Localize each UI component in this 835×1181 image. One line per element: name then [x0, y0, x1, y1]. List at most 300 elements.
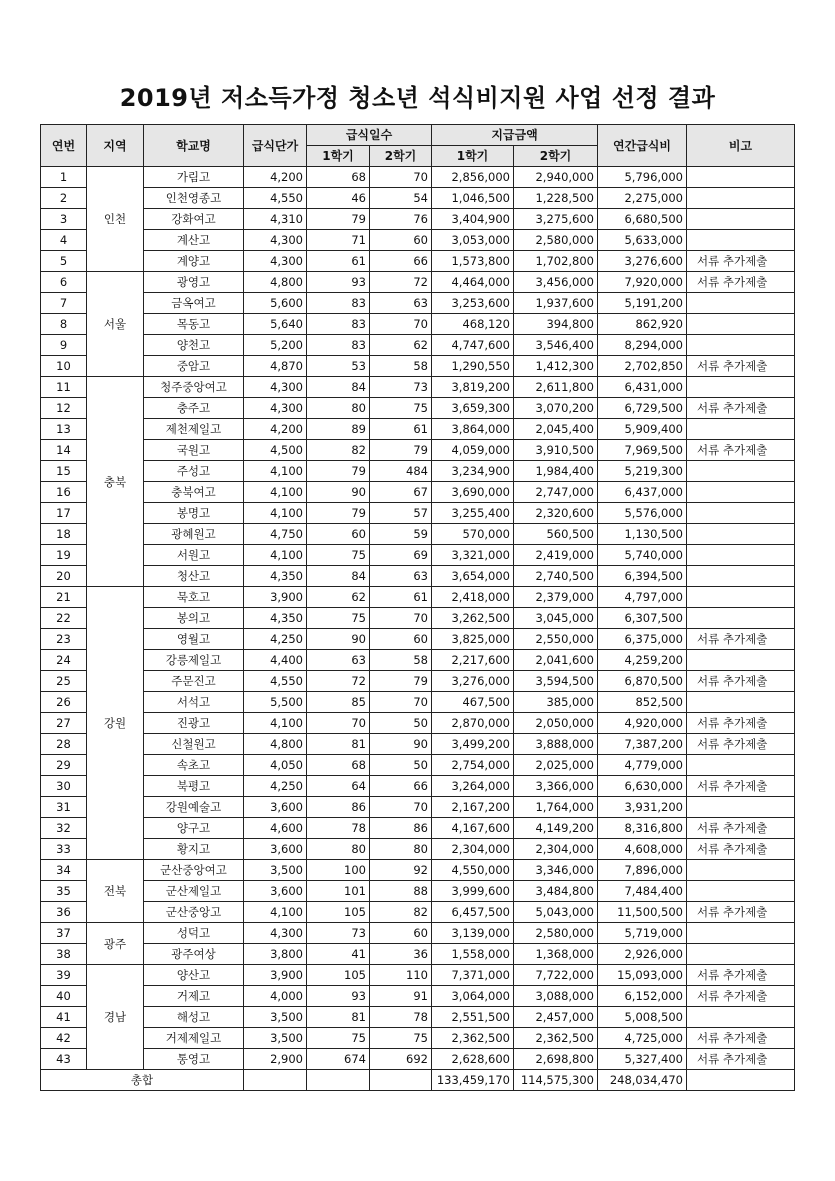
days-sem2: 79 — [370, 440, 432, 461]
days-sem2: 82 — [370, 902, 432, 923]
school-name: 계양고 — [144, 251, 244, 272]
row-number: 41 — [41, 1007, 87, 1028]
table-row — [41, 314, 795, 335]
table-row — [41, 671, 795, 692]
note — [687, 503, 795, 524]
table-body — [41, 167, 795, 1070]
row-number: 15 — [41, 461, 87, 482]
amount-sem1: 7,371,000 — [432, 965, 514, 986]
unit-price: 4,200 — [244, 167, 307, 188]
amount-sem1: 3,999,600 — [432, 881, 514, 902]
amount-sem1: 3,864,000 — [432, 419, 514, 440]
total-row — [41, 1070, 795, 1091]
school-name: 양천고 — [144, 335, 244, 356]
row-number: 36 — [41, 902, 87, 923]
days-sem2: 692 — [370, 1049, 432, 1070]
unit-price: 3,900 — [244, 587, 307, 608]
annual-total: 5,740,000 — [598, 545, 687, 566]
annual-total: 6,307,500 — [598, 608, 687, 629]
region-cell: 인천 — [87, 167, 144, 272]
row-number: 4 — [41, 230, 87, 251]
school-name: 북평고 — [144, 776, 244, 797]
days-sem1: 68 — [307, 755, 370, 776]
note — [687, 650, 795, 671]
annual-total: 5,796,000 — [598, 167, 687, 188]
table-row — [41, 1028, 795, 1049]
school-name: 금옥여고 — [144, 293, 244, 314]
annual-total: 862,920 — [598, 314, 687, 335]
days-sem2: 67 — [370, 482, 432, 503]
note: 서류 추가제출 — [687, 965, 795, 986]
days-sem2: 70 — [370, 692, 432, 713]
days-sem2: 58 — [370, 356, 432, 377]
unit-price: 4,300 — [244, 398, 307, 419]
days-sem2: 72 — [370, 272, 432, 293]
days-sem1: 75 — [307, 1028, 370, 1049]
table-row — [41, 734, 795, 755]
row-number: 13 — [41, 419, 87, 440]
amount-sem2: 1,412,300 — [514, 356, 598, 377]
school-name: 강화여고 — [144, 209, 244, 230]
amount-sem2: 1,228,500 — [514, 188, 598, 209]
row-number: 40 — [41, 986, 87, 1007]
unit-price: 4,050 — [244, 755, 307, 776]
amount-sem1: 2,856,000 — [432, 167, 514, 188]
days-sem1: 70 — [307, 713, 370, 734]
annual-total: 5,909,400 — [598, 419, 687, 440]
total-label: 총합 — [41, 1070, 244, 1091]
annual-total: 7,896,000 — [598, 860, 687, 881]
annual-total: 1,130,500 — [598, 524, 687, 545]
days-sem1: 79 — [307, 461, 370, 482]
row-number: 34 — [41, 860, 87, 881]
annual-total: 4,725,000 — [598, 1028, 687, 1049]
annual-total: 2,702,850 — [598, 356, 687, 377]
unit-price: 4,250 — [244, 629, 307, 650]
table-row — [41, 629, 795, 650]
header-region: 지역 — [87, 125, 144, 167]
days-sem2: 59 — [370, 524, 432, 545]
header-days: 급식일수 — [307, 125, 432, 146]
amount-sem2: 3,275,600 — [514, 209, 598, 230]
amount-sem2: 1,764,000 — [514, 797, 598, 818]
annual-total: 5,633,000 — [598, 230, 687, 251]
amount-sem1: 3,659,300 — [432, 398, 514, 419]
days-sem2: 75 — [370, 398, 432, 419]
days-sem2: 60 — [370, 230, 432, 251]
school-name: 성덕고 — [144, 923, 244, 944]
school-name: 서원고 — [144, 545, 244, 566]
school-name: 강릉제일고 — [144, 650, 244, 671]
header-school: 학교명 — [144, 125, 244, 167]
unit-price: 4,500 — [244, 440, 307, 461]
row-number: 17 — [41, 503, 87, 524]
row-number: 26 — [41, 692, 87, 713]
days-sem2: 54 — [370, 188, 432, 209]
days-sem1: 79 — [307, 503, 370, 524]
amount-sem1: 1,558,000 — [432, 944, 514, 965]
days-sem1: 71 — [307, 230, 370, 251]
unit-price: 4,350 — [244, 566, 307, 587]
row-number: 24 — [41, 650, 87, 671]
table-row — [41, 524, 795, 545]
table-row — [41, 839, 795, 860]
region-cell: 충북 — [87, 377, 144, 587]
amount-sem1: 3,064,000 — [432, 986, 514, 1007]
amount-sem1: 4,747,600 — [432, 335, 514, 356]
days-sem1: 81 — [307, 1007, 370, 1028]
row-number: 20 — [41, 566, 87, 587]
table-row — [41, 566, 795, 587]
amount-sem2: 3,456,000 — [514, 272, 598, 293]
annual-total: 3,931,200 — [598, 797, 687, 818]
amount-sem2: 2,320,600 — [514, 503, 598, 524]
days-sem1: 83 — [307, 335, 370, 356]
school-name: 영월고 — [144, 629, 244, 650]
annual-total: 6,870,500 — [598, 671, 687, 692]
days-sem1: 100 — [307, 860, 370, 881]
amount-sem2: 2,379,000 — [514, 587, 598, 608]
school-name: 인천영종고 — [144, 188, 244, 209]
annual-total: 4,779,000 — [598, 755, 687, 776]
amount-sem1: 3,234,900 — [432, 461, 514, 482]
row-number: 3 — [41, 209, 87, 230]
school-name: 양산고 — [144, 965, 244, 986]
school-name: 광영고 — [144, 272, 244, 293]
annual-total: 6,394,500 — [598, 566, 687, 587]
annual-total: 15,093,000 — [598, 965, 687, 986]
days-sem2: 61 — [370, 419, 432, 440]
days-sem1: 86 — [307, 797, 370, 818]
region-cell: 전북 — [87, 860, 144, 923]
school-name: 봉명고 — [144, 503, 244, 524]
school-name: 목동고 — [144, 314, 244, 335]
note: 서류 추가제출 — [687, 251, 795, 272]
days-sem1: 84 — [307, 377, 370, 398]
amount-sem1: 3,255,400 — [432, 503, 514, 524]
row-number: 42 — [41, 1028, 87, 1049]
unit-price: 5,500 — [244, 692, 307, 713]
row-number: 30 — [41, 776, 87, 797]
row-number: 22 — [41, 608, 87, 629]
school-name: 봉의고 — [144, 608, 244, 629]
amount-sem2: 3,484,800 — [514, 881, 598, 902]
row-number: 38 — [41, 944, 87, 965]
unit-price: 4,800 — [244, 734, 307, 755]
annual-total: 6,680,500 — [598, 209, 687, 230]
days-sem1: 75 — [307, 608, 370, 629]
amount-sem2: 2,698,800 — [514, 1049, 598, 1070]
amount-sem1: 3,690,000 — [432, 482, 514, 503]
amount-sem2: 2,304,000 — [514, 839, 598, 860]
annual-total: 5,008,500 — [598, 1007, 687, 1028]
school-name: 진광고 — [144, 713, 244, 734]
note — [687, 482, 795, 503]
row-number: 16 — [41, 482, 87, 503]
school-name: 충주고 — [144, 398, 244, 419]
note — [687, 944, 795, 965]
table-row — [41, 818, 795, 839]
annual-total: 2,275,000 — [598, 188, 687, 209]
days-sem2: 66 — [370, 251, 432, 272]
note — [687, 377, 795, 398]
note — [687, 923, 795, 944]
unit-price: 4,310 — [244, 209, 307, 230]
unit-price: 5,640 — [244, 314, 307, 335]
days-sem1: 73 — [307, 923, 370, 944]
results-table — [40, 124, 795, 1091]
days-sem1: 78 — [307, 818, 370, 839]
school-name: 속초고 — [144, 755, 244, 776]
days-sem1: 46 — [307, 188, 370, 209]
annual-total: 852,500 — [598, 692, 687, 713]
header-amount: 지급금액 — [432, 125, 598, 146]
page-title: 2019년 저소득가정 청소년 석식비지원 사업 선정 결과 — [119, 84, 716, 112]
amount-sem1: 2,628,600 — [432, 1049, 514, 1070]
school-name: 가림고 — [144, 167, 244, 188]
row-number: 8 — [41, 314, 87, 335]
table-row — [41, 419, 795, 440]
days-sem2: 484 — [370, 461, 432, 482]
row-number: 35 — [41, 881, 87, 902]
amount-sem1: 3,262,500 — [432, 608, 514, 629]
school-name: 중암고 — [144, 356, 244, 377]
total-annual: 248,034,470 — [598, 1070, 687, 1091]
row-number: 21 — [41, 587, 87, 608]
note — [687, 293, 795, 314]
amount-sem2: 5,043,000 — [514, 902, 598, 923]
school-name: 주성고 — [144, 461, 244, 482]
unit-price: 4,400 — [244, 650, 307, 671]
header-days-sem1: 1학기 — [307, 146, 370, 167]
amount-sem2: 2,045,400 — [514, 419, 598, 440]
amount-sem1: 468,120 — [432, 314, 514, 335]
amount-sem2: 2,580,000 — [514, 230, 598, 251]
row-number: 19 — [41, 545, 87, 566]
note — [687, 797, 795, 818]
note: 서류 추가제출 — [687, 986, 795, 1007]
amount-sem1: 3,253,600 — [432, 293, 514, 314]
school-name: 거제제일고 — [144, 1028, 244, 1049]
table-row — [41, 860, 795, 881]
table-row — [41, 440, 795, 461]
annual-total: 4,608,000 — [598, 839, 687, 860]
unit-price: 4,600 — [244, 818, 307, 839]
amount-sem2: 3,366,000 — [514, 776, 598, 797]
unit-price: 4,550 — [244, 188, 307, 209]
header-annual: 연간급식비 — [598, 125, 687, 167]
amount-sem1: 3,404,900 — [432, 209, 514, 230]
amount-sem1: 2,551,500 — [432, 1007, 514, 1028]
table-row — [41, 881, 795, 902]
amount-sem2: 3,346,000 — [514, 860, 598, 881]
amount-sem2: 385,000 — [514, 692, 598, 713]
annual-total: 5,719,000 — [598, 923, 687, 944]
note — [687, 188, 795, 209]
unit-price: 4,300 — [244, 251, 307, 272]
note: 서류 추가제출 — [687, 776, 795, 797]
days-sem2: 88 — [370, 881, 432, 902]
amount-sem2: 1,937,600 — [514, 293, 598, 314]
table-row — [41, 293, 795, 314]
note — [687, 692, 795, 713]
unit-price: 3,500 — [244, 1028, 307, 1049]
school-name: 광혜원고 — [144, 524, 244, 545]
days-sem2: 66 — [370, 776, 432, 797]
note: 서류 추가제출 — [687, 629, 795, 650]
annual-total: 5,327,400 — [598, 1049, 687, 1070]
school-name: 충북여고 — [144, 482, 244, 503]
amount-sem2: 3,546,400 — [514, 335, 598, 356]
amount-sem1: 3,825,000 — [432, 629, 514, 650]
note — [687, 1007, 795, 1028]
amount-sem2: 1,368,000 — [514, 944, 598, 965]
school-name: 주문진고 — [144, 671, 244, 692]
header-amount-sem2: 2학기 — [514, 146, 598, 167]
amount-sem2: 560,500 — [514, 524, 598, 545]
unit-price: 3,900 — [244, 965, 307, 986]
table-row — [41, 902, 795, 923]
amount-sem1: 6,457,500 — [432, 902, 514, 923]
annual-total: 6,729,500 — [598, 398, 687, 419]
amount-sem2: 2,419,000 — [514, 545, 598, 566]
table-row — [41, 209, 795, 230]
days-sem2: 70 — [370, 608, 432, 629]
unit-price: 4,100 — [244, 503, 307, 524]
row-number: 33 — [41, 839, 87, 860]
table-row — [41, 923, 795, 944]
unit-price: 3,600 — [244, 797, 307, 818]
amount-sem1: 1,046,500 — [432, 188, 514, 209]
school-name: 제천제일고 — [144, 419, 244, 440]
days-sem1: 90 — [307, 629, 370, 650]
annual-total: 6,437,000 — [598, 482, 687, 503]
days-sem1: 83 — [307, 314, 370, 335]
table-row — [41, 482, 795, 503]
note: 서류 추가제출 — [687, 272, 795, 293]
days-sem1: 41 — [307, 944, 370, 965]
days-sem2: 50 — [370, 755, 432, 776]
amount-sem2: 3,070,200 — [514, 398, 598, 419]
note — [687, 755, 795, 776]
row-number: 6 — [41, 272, 87, 293]
table-row — [41, 713, 795, 734]
school-name: 거제고 — [144, 986, 244, 1007]
days-sem2: 70 — [370, 314, 432, 335]
amount-sem1: 4,059,000 — [432, 440, 514, 461]
row-number: 28 — [41, 734, 87, 755]
note — [687, 545, 795, 566]
annual-total: 7,484,400 — [598, 881, 687, 902]
note: 서류 추가제출 — [687, 818, 795, 839]
annual-total: 6,152,000 — [598, 986, 687, 1007]
school-name: 계산고 — [144, 230, 244, 251]
table-row — [41, 986, 795, 1007]
region-cell: 경남 — [87, 965, 144, 1070]
days-sem2: 78 — [370, 1007, 432, 1028]
days-sem1: 53 — [307, 356, 370, 377]
annual-total: 7,920,000 — [598, 272, 687, 293]
unit-price: 4,350 — [244, 608, 307, 629]
amount-sem2: 3,045,000 — [514, 608, 598, 629]
days-sem1: 72 — [307, 671, 370, 692]
total-empty-cell — [687, 1070, 795, 1091]
annual-total: 3,276,600 — [598, 251, 687, 272]
row-number: 43 — [41, 1049, 87, 1070]
unit-price: 4,300 — [244, 230, 307, 251]
table-row — [41, 650, 795, 671]
amount-sem2: 1,702,800 — [514, 251, 598, 272]
amount-sem2: 1,984,400 — [514, 461, 598, 482]
table-row — [41, 1049, 795, 1070]
amount-sem1: 2,754,000 — [432, 755, 514, 776]
region-cell: 서울 — [87, 272, 144, 377]
days-sem1: 80 — [307, 398, 370, 419]
school-name: 군산중앙여고 — [144, 860, 244, 881]
amount-sem2: 2,747,000 — [514, 482, 598, 503]
unit-price: 4,300 — [244, 377, 307, 398]
table-row — [41, 335, 795, 356]
row-number: 10 — [41, 356, 87, 377]
amount-sem1: 3,499,200 — [432, 734, 514, 755]
days-sem2: 50 — [370, 713, 432, 734]
table-row — [41, 608, 795, 629]
note: 서류 추가제출 — [687, 713, 795, 734]
days-sem1: 89 — [307, 419, 370, 440]
school-name: 해성고 — [144, 1007, 244, 1028]
unit-price: 4,100 — [244, 902, 307, 923]
unit-price: 3,500 — [244, 1007, 307, 1028]
school-name: 군산중앙고 — [144, 902, 244, 923]
school-name: 신철원고 — [144, 734, 244, 755]
amount-sem2: 2,740,500 — [514, 566, 598, 587]
unit-price: 3,600 — [244, 881, 307, 902]
days-sem2: 61 — [370, 587, 432, 608]
total-empty-cell — [370, 1070, 432, 1091]
days-sem2: 75 — [370, 1028, 432, 1049]
days-sem2: 91 — [370, 986, 432, 1007]
amount-sem1: 2,362,500 — [432, 1028, 514, 1049]
school-name: 서석고 — [144, 692, 244, 713]
unit-price: 4,000 — [244, 986, 307, 1007]
header-note: 비고 — [687, 125, 795, 167]
annual-total: 5,219,300 — [598, 461, 687, 482]
school-name: 묵호고 — [144, 587, 244, 608]
total-sem2: 114,575,300 — [514, 1070, 598, 1091]
school-name: 양구고 — [144, 818, 244, 839]
note: 서류 추가제출 — [687, 671, 795, 692]
amount-sem2: 2,050,000 — [514, 713, 598, 734]
unit-price: 3,800 — [244, 944, 307, 965]
amount-sem2: 2,580,000 — [514, 923, 598, 944]
table-row — [41, 251, 795, 272]
note — [687, 209, 795, 230]
amount-sem2: 2,611,800 — [514, 377, 598, 398]
days-sem1: 63 — [307, 650, 370, 671]
annual-total: 8,316,800 — [598, 818, 687, 839]
row-number: 29 — [41, 755, 87, 776]
amount-sem2: 2,550,000 — [514, 629, 598, 650]
total-empty-cell — [244, 1070, 307, 1091]
note: 서류 추가제출 — [687, 1049, 795, 1070]
days-sem2: 36 — [370, 944, 432, 965]
table-row — [41, 944, 795, 965]
unit-price: 4,100 — [244, 713, 307, 734]
days-sem2: 92 — [370, 860, 432, 881]
annual-total: 6,375,000 — [598, 629, 687, 650]
note — [687, 608, 795, 629]
table-row — [41, 965, 795, 986]
